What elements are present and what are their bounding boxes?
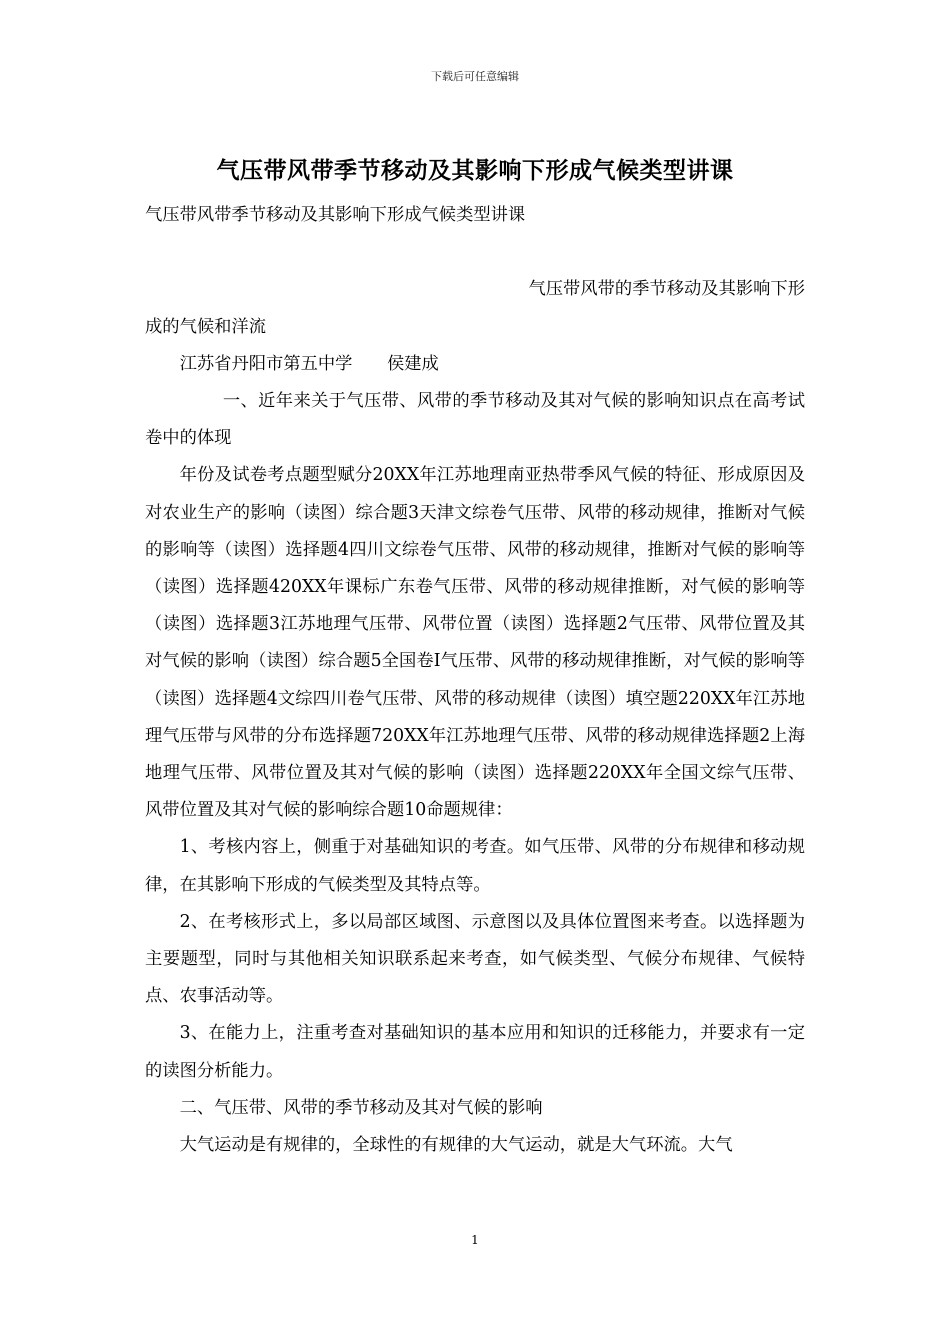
atmosphere-paragraph: 大气运动是有规律的，全球性的有规律的大气运动，就是大气环流。大气 xyxy=(179,1135,733,1156)
exam-table-paragraph: 年份及试卷考点题型赋分20XX年江苏地理南亚热带季风气候的特征、形成原因及对农业生产的影响（读图）综合题3天津文综卷气压带、风带的移动规律，推断对气候的影响等（读图）选择题4四川文综卷气压带、风带的移动规律，推断对气候的影响等（读图）选择题420XX年课标广东卷气压带、风带的移动规律推断，对气候的影响等（读图）选择题3江苏地理气压带、风带位置（读图）选择题2气压带、风带位置及其对气候的影响（读图）综合题5全国卷Ⅰ气压带、风带的移动规律推断，对气候的影响等（读图）选择题4文综四川卷气压带、风带的移动规律（读图）填空题220XX年江苏地理气压带与风带的分布选择题720XX年江苏地理气压带、风带的移动规律选择题2上海地理气压带、风带位置及其对气候的影响（读图）选择题220XX年全国文综气压带、风带位置及其对气候的影响综合题10命题规律： xyxy=(145,465,805,821)
document-body xyxy=(145,197,805,1164)
rule-point-1: 1、考核内容上，侧重于对基础知识的考查。如气压带、风带的分布规律和移动规律，在其影响下形成的气候类型及其特点等。 xyxy=(145,837,805,895)
article-heading-line1: 气压带风带的季节移动及其影响下形 xyxy=(528,279,805,300)
download-note: 下载后可任意编辑 xyxy=(431,70,519,83)
author-line: 江苏省丹阳市第五中学 侯建成 xyxy=(179,353,439,374)
section-1-title: 一、近年来关于气压带、风带的季节移动及其对气候的影响知识点在高考试卷中的体现 xyxy=(145,391,805,449)
document-title: 气压带风带季节移动及其影响下形成气候类型讲课 xyxy=(216,157,734,184)
rule-point-3: 3、在能力上，注重考查对基础知识的基本应用和知识的迁移能力，并要求有一定的读图分析能力。 xyxy=(145,1023,805,1081)
document-subtitle: 气压带风带季节移动及其影响下形成气候类型讲课 xyxy=(145,205,526,225)
page-number: 1 xyxy=(471,1233,479,1247)
section-2-title: 二、气压带、风带的季节移动及其对气候的影响 xyxy=(179,1097,543,1118)
article-heading-line2: 成的气候和洋流 xyxy=(145,316,266,337)
rule-point-2: 2、在考核形式上，多以局部区域图、示意图以及具体位置图来考查。以选择题为主要题型，同时与其他相关知识联系起来考查，如气候类型、气候分布规律、气候特点、农事活动等。 xyxy=(145,911,805,1007)
